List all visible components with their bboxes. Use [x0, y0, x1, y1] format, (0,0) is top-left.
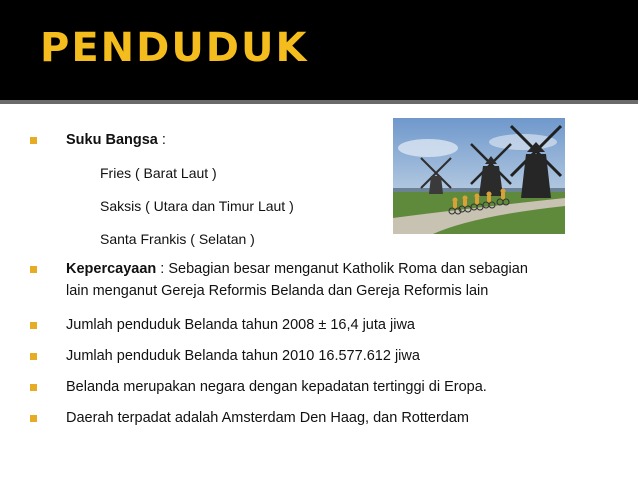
suku-bangsa-separator: : [157, 132, 166, 148]
bullet-terpadat: Daerah terpadat adalah Amsterdam Den Haag, dan Rotterdam [66, 410, 470, 426]
bullet-marker [30, 384, 37, 391]
title-bar [0, 0, 638, 100]
title-divider [0, 100, 638, 104]
bullet-marker [30, 322, 37, 329]
windmills-and-cyclists-image [393, 118, 565, 234]
bullet-suku-bangsa [66, 132, 166, 149]
bullet-marker [30, 137, 37, 144]
sub-item: Saksis ( Utara dan Timur Laut ) [100, 198, 294, 214]
bullet-kepadatan: Belanda merupakan negara dengan kepadatan tertinggi di Eropa. [66, 379, 487, 395]
kepercayaan-label: Kepercayaan [66, 261, 157, 277]
sub-item: Santa Frankis ( Selatan ) [100, 231, 255, 247]
kepercayaan-text-line2: lain menganut Gereja Reformis Belanda dan Gereja Reformis lain [66, 283, 489, 299]
suku-bangsa-label: Suku Bangsa [66, 132, 158, 148]
sub-item: Fries ( Barat Laut ) [100, 165, 217, 181]
bullet-jumlah-2010: Jumlah penduduk Belanda tahun 2010 16.577.612 jiwa [66, 348, 420, 364]
bullet-kepercayaan [66, 261, 528, 278]
jumlah-2008-text: Jumlah penduduk Belanda tahun 2008 [66, 317, 319, 333]
plus-minus-symbol: ± [318, 317, 327, 333]
bullet-jumlah-2008 [66, 317, 415, 334]
slide-title: PENDUDUK [40, 25, 309, 71]
bullet-marker [30, 415, 37, 422]
bullet-marker [30, 353, 37, 360]
jumlah-2008-value: 16,4 juta jiwa [326, 317, 415, 333]
kepercayaan-text: : Sebagian besar menganut Katholik Roma dan sebagian [156, 261, 528, 277]
bullet-marker [30, 266, 37, 273]
